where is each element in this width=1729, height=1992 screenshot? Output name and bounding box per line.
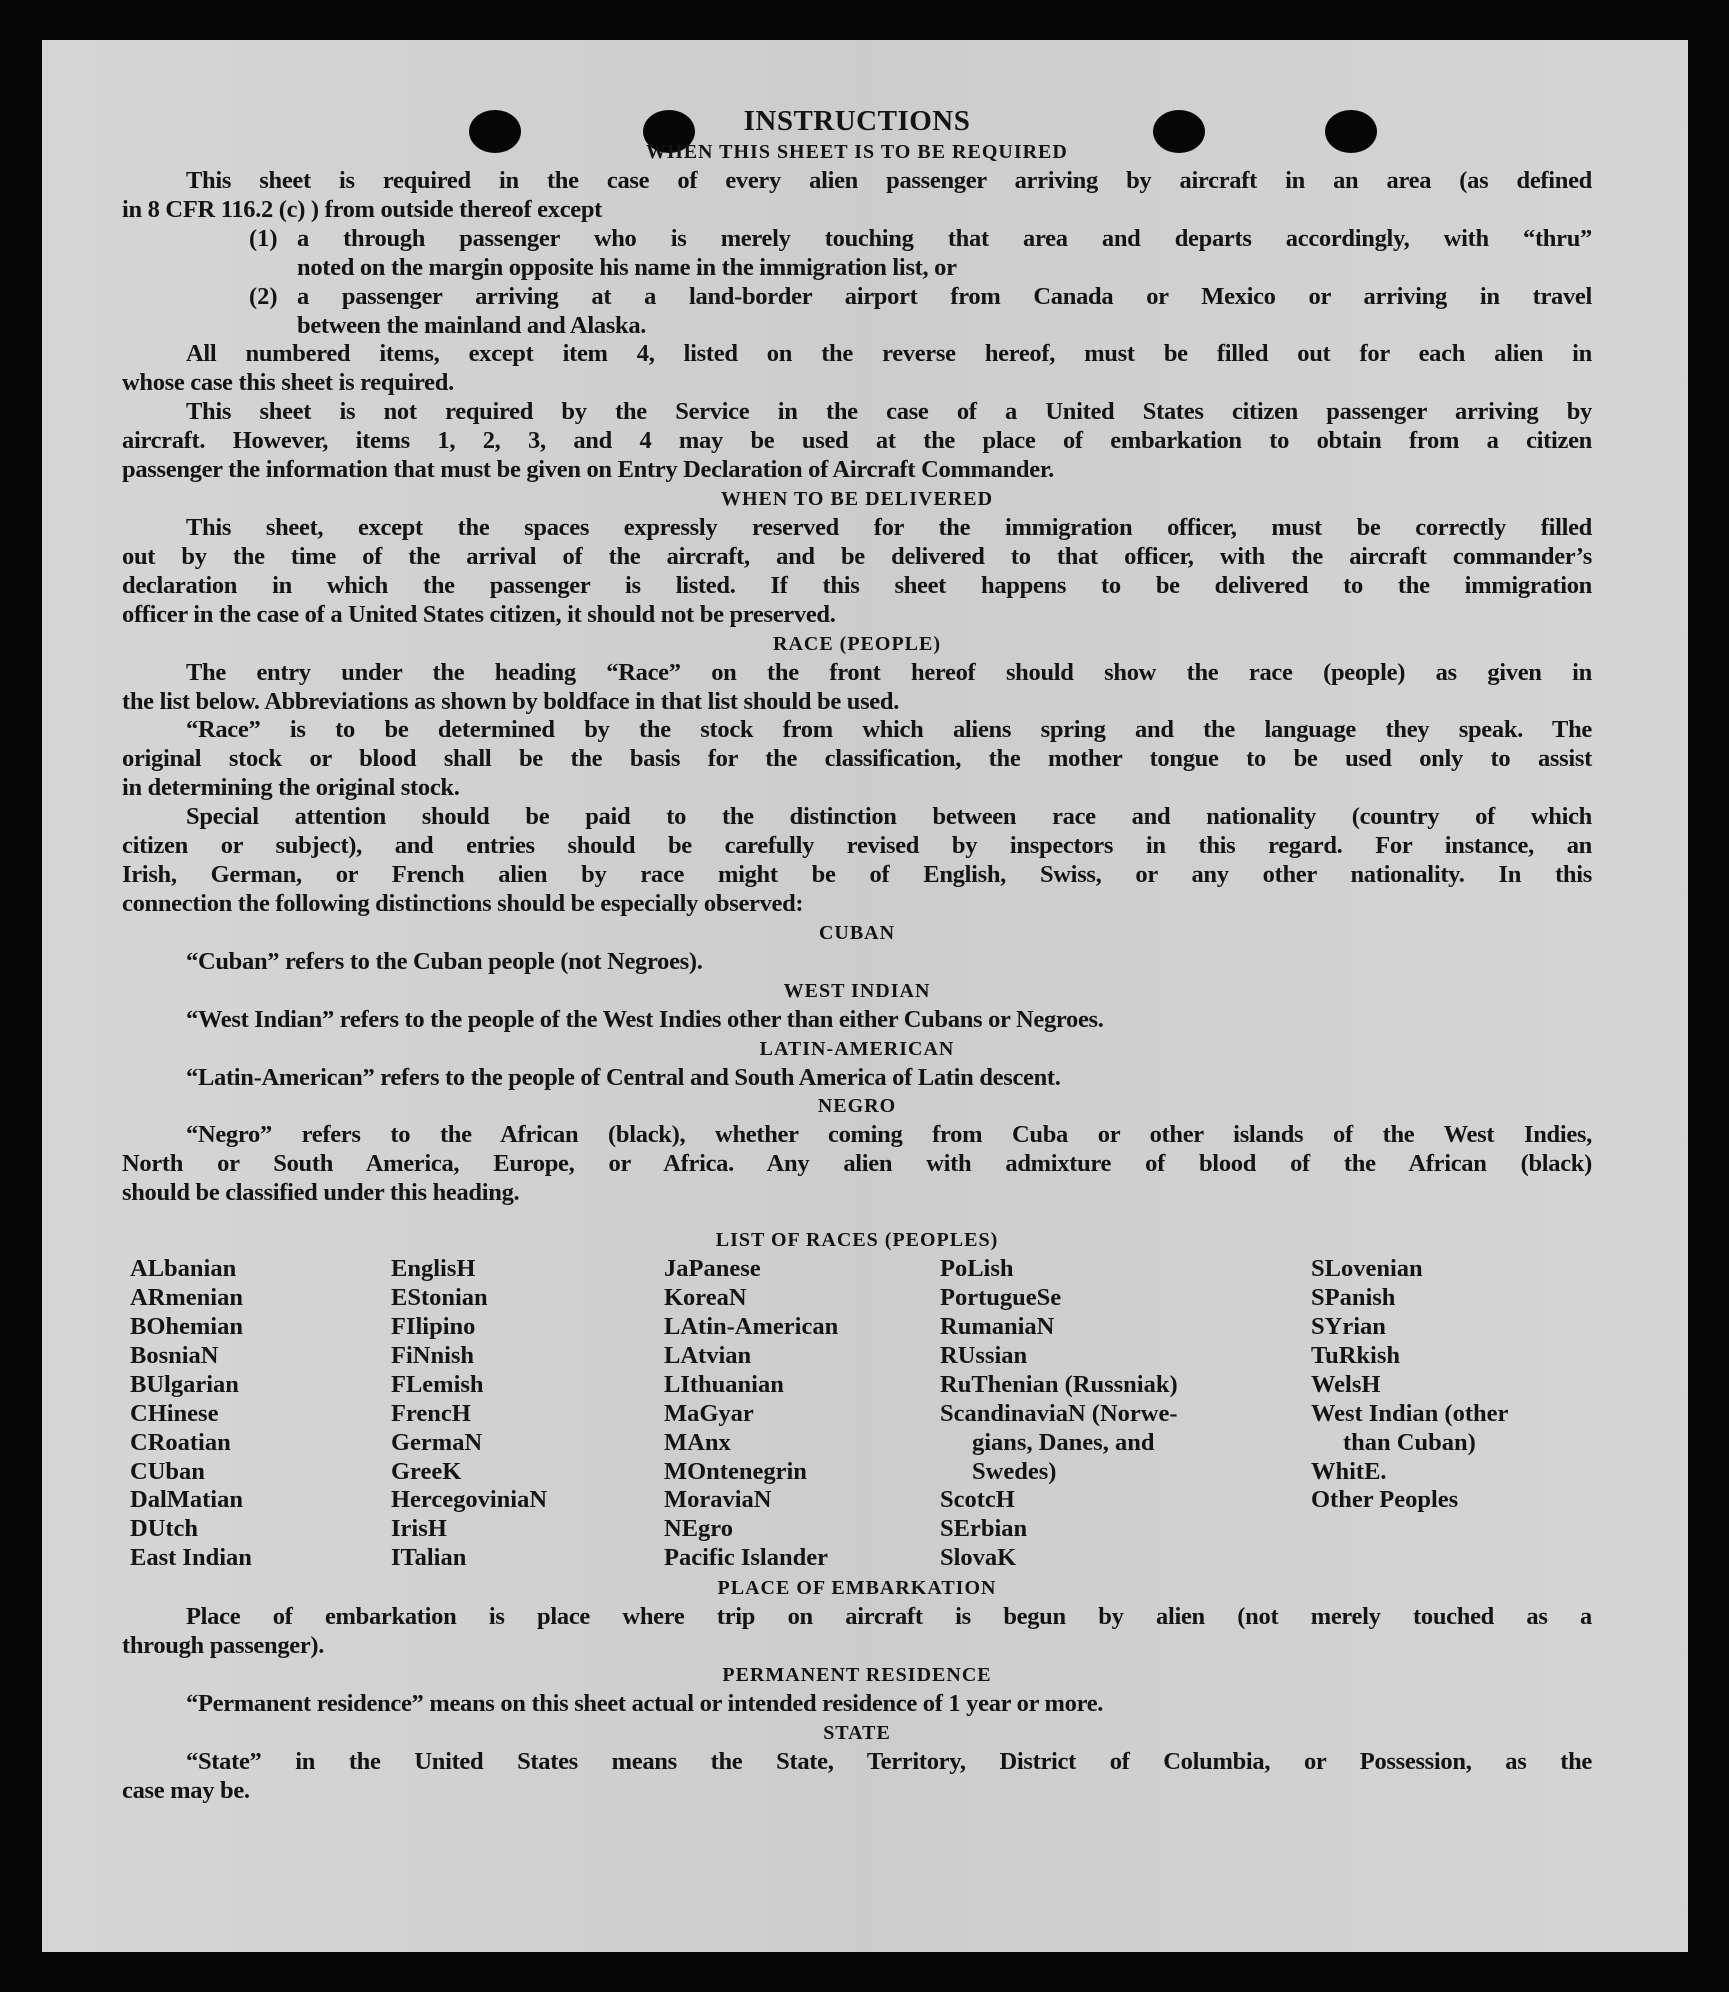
- item-number: (2): [249, 282, 278, 310]
- race-entry: gians, Danes, and: [972, 1428, 1155, 1456]
- text-line: This sheet is not required by the Service in the case of a United States citizen passenger arriving by: [186, 398, 1592, 426]
- text-line: between the mainland and Alaska.: [297, 311, 647, 339]
- race-entry: Pacific Islander: [664, 1544, 828, 1572]
- text-line: “Latin-American” refers to the people of Central and South America of Latin descent.: [186, 1063, 1061, 1091]
- race-entry: BosniaN: [130, 1341, 219, 1369]
- race-entry: GreeK: [391, 1457, 462, 1485]
- paragraph: [122, 167, 1592, 225]
- race-entry: TuRkish: [1311, 1341, 1401, 1369]
- race-entry: ALbanian: [130, 1255, 237, 1283]
- section-heading: WHEN TO BE DELIVERED: [720, 487, 994, 510]
- paragraph: [122, 716, 1592, 803]
- race-entry: RUssian: [940, 1341, 1028, 1369]
- text-line: All numbered items, except item 4, listed on the reverse hereof, must be filled out for each alien in: [186, 340, 1592, 368]
- race-entry: RumaniaN: [940, 1313, 1055, 1340]
- race-entry: Other Peoples: [1311, 1486, 1459, 1514]
- text-line: The entry under the heading “Race” on the front hereof should show the race (people) as given in: [186, 658, 1592, 686]
- paragraph: [122, 1121, 1592, 1208]
- text-line: in 8 CFR 116.2 (c) ) from outside thereof except: [122, 195, 603, 223]
- race-entry: HercegoviniaN: [391, 1486, 548, 1514]
- text-line: out by the time of the arrival of the aircraft, and be delivered to that officer, with the aircraft commander’s: [122, 542, 1592, 570]
- race-entry: SPanish: [1311, 1284, 1396, 1312]
- section-heading: RACE (PEOPLE): [773, 632, 941, 655]
- instructions-content: [122, 104, 1592, 1806]
- race-entry: MAnx: [664, 1428, 731, 1456]
- text-line: case may be.: [122, 1776, 250, 1804]
- race-entry: JaPanese: [664, 1255, 761, 1283]
- text-line: “State” in the United States means the State, Territory, District of Columbia, or Possession, as the: [186, 1747, 1592, 1775]
- race-column: [664, 1255, 838, 1573]
- paragraph: [122, 514, 1592, 630]
- text-line: Place of embarkation is place where trip on aircraft is begun by alien (not merely touched as a: [186, 1603, 1592, 1631]
- race-entry: RuThenian (Russniak): [940, 1370, 1178, 1398]
- race-entry: FrencH: [391, 1399, 471, 1427]
- text-line: connection the following distinctions should be especially observed:: [122, 889, 804, 917]
- race-entry: LAtvian: [664, 1341, 752, 1369]
- paragraph: [122, 803, 1592, 919]
- race-entry: SYrian: [1311, 1313, 1386, 1340]
- paragraph: [122, 659, 1592, 717]
- race-entry: EStonian: [391, 1284, 488, 1312]
- race-entry: ScotcH: [940, 1486, 1015, 1514]
- paragraph: [122, 398, 1592, 485]
- section-heading: PERMANENT RESIDENCE: [722, 1664, 992, 1686]
- paragraph: [122, 948, 1592, 977]
- text-line: the list below. Abbreviations as shown by boldface in that list should be used.: [122, 687, 900, 715]
- text-line: passenger the information that must be given on Entry Declaration of Aircraft Commander.: [122, 456, 1054, 484]
- text-line: in determining the original stock.: [122, 774, 460, 802]
- text-line: aircraft. However, items 1, 2, 3, and 4 may be used at the place of embarkation to obtain from a citizen: [122, 427, 1592, 455]
- paragraph: [122, 340, 1592, 398]
- text-line: original stock or blood shall be the basis for the classification, the mother tongue to be used only to assist: [122, 745, 1592, 773]
- race-entry: MoraviaN: [664, 1486, 772, 1514]
- race-entry: LAtin-American: [664, 1313, 839, 1340]
- race-entry: SlovaK: [940, 1544, 1017, 1572]
- race-entry: MOntenegrin: [664, 1457, 807, 1485]
- text-line: Special attention should be paid to the distinction between race and nationality (country of which: [186, 803, 1592, 831]
- race-column: [391, 1255, 547, 1573]
- race-entry: CHinese: [130, 1399, 219, 1427]
- race-entry: CRoatian: [130, 1428, 231, 1456]
- page-title: INSTRUCTIONS: [743, 105, 971, 137]
- race-entry: BOhemian: [130, 1313, 243, 1340]
- spacer: [122, 1208, 1592, 1226]
- paragraph: [122, 1603, 1592, 1661]
- race-entry: IrisH: [391, 1515, 447, 1543]
- race-entry: East Indian: [130, 1544, 252, 1572]
- race-entry: SErbian: [940, 1515, 1028, 1543]
- race-list: [122, 1255, 1592, 1574]
- section-heading: LATIN-AMERICAN: [759, 1037, 955, 1060]
- text-line: noted on the margin opposite his name in the immigration list, or: [297, 253, 957, 281]
- race-entry: PortugueSe: [940, 1284, 1062, 1312]
- paragraph: [122, 1006, 1592, 1035]
- section-heading: NEGRO: [817, 1095, 897, 1118]
- text-line: declaration in which the passenger is listed. If this sheet happens to be delivered to the immigration: [122, 571, 1592, 599]
- race-entry: Swedes): [972, 1457, 1057, 1485]
- text-line: officer in the case of a United States citizen, it should not be preserved.: [122, 600, 836, 628]
- race-column: [130, 1255, 252, 1573]
- paragraph: [122, 1064, 1592, 1093]
- section-heading: PLACE OF EMBARKATION: [717, 1577, 997, 1600]
- race-entry: West Indian (other: [1311, 1399, 1509, 1427]
- text-line: whose case this sheet is required.: [122, 369, 454, 397]
- race-entry: EnglisH: [391, 1255, 476, 1283]
- text-line: a through passenger who is merely touching that area and departs accordingly, with “thru”: [297, 224, 1592, 252]
- race-entry: WelsH: [1311, 1370, 1381, 1398]
- section-heading: STATE: [823, 1721, 891, 1744]
- numbered-item: [122, 283, 1592, 341]
- text-line: “Cuban” refers to the Cuban people (not Negroes).: [186, 947, 703, 975]
- race-entry: CUban: [130, 1457, 205, 1485]
- race-entry: DUtch: [130, 1515, 199, 1543]
- race-entry: FIlipino: [391, 1313, 476, 1340]
- text-line: through passenger).: [122, 1632, 325, 1660]
- section-heading: LIST OF RACES (PEOPLES): [715, 1229, 999, 1252]
- text-line: “Permanent residence” means on this sheet actual or intended residence of 1 year or more.: [186, 1690, 1104, 1717]
- race-entry: ITalian: [391, 1544, 467, 1572]
- race-entry: ScandinaviaN (Norwe-: [940, 1399, 1178, 1427]
- race-entry: SLovenian: [1311, 1255, 1423, 1283]
- text-line: This sheet, except the spaces expressly reserved for the immigration officer, must be correctly filled: [186, 513, 1592, 541]
- race-entry: ARmenian: [130, 1284, 243, 1312]
- race-entry: BUlgarian: [130, 1370, 239, 1398]
- race-entry: PoLish: [940, 1255, 1014, 1283]
- section-heading: WEST INDIAN: [783, 979, 931, 1002]
- text-line: “Negro” refers to the African (black), whether coming from Cuba or other islands of the West Indies,: [186, 1121, 1592, 1149]
- race-entry: than Cuban): [1343, 1428, 1476, 1456]
- race-column: [1311, 1255, 1508, 1515]
- text-line: citizen or subject), and entries should be carefully revised by inspectors in this regard. For instance, an: [122, 832, 1592, 860]
- race-entry: LIthuanian: [664, 1370, 784, 1398]
- race-entry: FLemish: [391, 1370, 484, 1398]
- race-entry: WhitE.: [1311, 1457, 1387, 1485]
- race-entry: KoreaN: [664, 1284, 747, 1312]
- text-line: “Race” is to be determined by the stock from which aliens spring and the language they speak. The: [186, 716, 1592, 744]
- paragraph: [122, 1748, 1592, 1806]
- text-line: “West Indian” refers to the people of the West Indies other than either Cubans or Negroes.: [186, 1005, 1104, 1033]
- text-line: should be classified under this heading.: [122, 1179, 520, 1207]
- text-line: a passenger arriving at a land-border airport from Canada or Mexico or arriving in travel: [297, 282, 1592, 310]
- numbered-item: [122, 225, 1592, 283]
- race-entry: NEgro: [664, 1515, 733, 1543]
- text-line: Irish, German, or French alien by race might be of English, Swiss, or any other nationality. In this: [122, 860, 1592, 888]
- text-line: This sheet is required in the case of every alien passenger arriving by aircraft in an area (as defined: [186, 167, 1592, 194]
- race-entry: FiNnish: [391, 1341, 475, 1369]
- section-heading: CUBAN: [818, 921, 896, 944]
- race-entry: DalMatian: [130, 1486, 243, 1514]
- item-number: (1): [249, 224, 278, 252]
- paragraph: [122, 1690, 1592, 1719]
- race-column: [940, 1255, 1178, 1573]
- race-entry: GermaN: [391, 1428, 483, 1456]
- race-entry: MaGyar: [664, 1399, 754, 1427]
- text-line: North or South America, Europe, or Africa. Any alien with admixture of blood of the African (black): [122, 1150, 1592, 1178]
- section-heading: WHEN THIS SHEET IS TO BE REQUIRED: [646, 141, 1068, 163]
